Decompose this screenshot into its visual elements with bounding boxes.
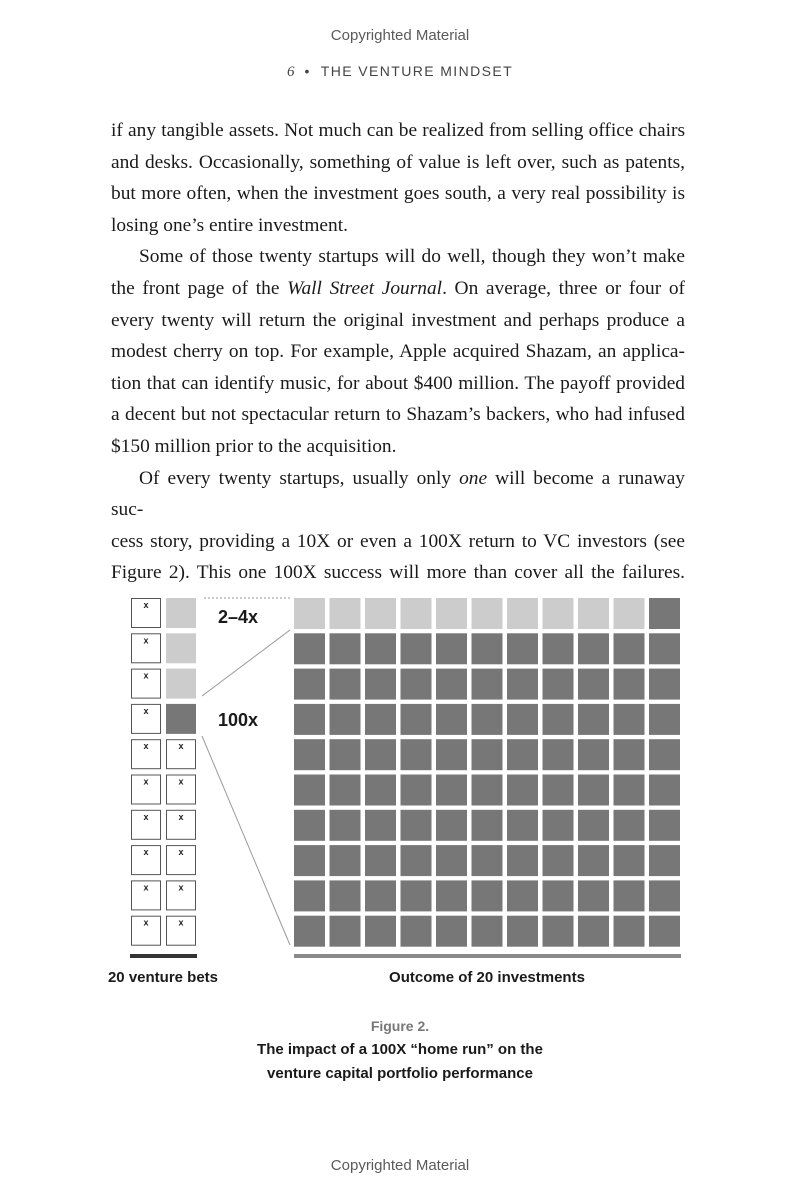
outcome-cell-dark (436, 669, 467, 700)
outcome-cell-dark (330, 845, 361, 876)
outcome-cell-light (365, 598, 396, 629)
paragraph-1-line: losing one’s entire investment. (111, 214, 348, 236)
outcome-cell-dark (578, 916, 609, 947)
outcome-cell-dark (543, 669, 574, 700)
paragraph-2-line: every twenty will return the original investment and perhaps produce a (111, 309, 685, 331)
outcome-cell-dark (330, 704, 361, 735)
emphasis: one (459, 467, 488, 489)
fail-mark: x (143, 670, 149, 681)
label-100x: 100x (218, 710, 259, 730)
outcome-baseline-bar (294, 954, 681, 958)
outcome-cell-dark (436, 775, 467, 806)
outcome-cell-dark (401, 704, 432, 735)
outcome-cell-dark (578, 633, 609, 664)
fail-mark: x (143, 882, 149, 893)
paragraph-1-line: but more often, when the investment goes south, a very real possibility is (111, 183, 685, 205)
outcome-cell-dark (507, 845, 538, 876)
paragraph-2-line: tion that can identify music, for about $400 million. The payoff provided (111, 372, 685, 394)
paragraph-3-line: Figure 2). This one 100X success will more than cover all the failures. (111, 562, 685, 584)
outcome-cell-dark (401, 916, 432, 947)
outcome-cell-dark (294, 633, 325, 664)
body-text (111, 115, 685, 589)
fail-mark: x (178, 811, 184, 822)
outcome-cell-dark (401, 633, 432, 664)
fail-mark: x (143, 811, 149, 822)
modest-return-bet-box (166, 598, 196, 628)
outcome-cell-light (436, 598, 467, 629)
paragraph-2-line: Some of those twenty startups will do well, though they won’t make (139, 246, 685, 268)
outcome-cell-dark (472, 810, 503, 841)
figure-caption-line: The impact of a 100X “home run” on the (257, 1041, 543, 1058)
text-run: Of every twenty startups, usually only (139, 467, 460, 489)
outcome-cell-dark (294, 916, 325, 947)
outcome-cell-dark (472, 704, 503, 735)
outcome-cell-dark (294, 739, 325, 770)
outcome-cell-dark (330, 810, 361, 841)
outcome-cell-light (578, 598, 609, 629)
outcome-cell-dark (436, 810, 467, 841)
outcome-grid (294, 598, 680, 947)
outcome-cell-dark (472, 775, 503, 806)
outcome-cell-dark (507, 916, 538, 947)
running-title: THE VENTURE MINDSET (320, 63, 514, 79)
outcome-cell-dark (614, 633, 645, 664)
outcome-cell-dark (365, 810, 396, 841)
label-outcome: Outcome of 20 investments (389, 969, 585, 986)
outcome-cell-dark (294, 704, 325, 735)
page-number: 6 (286, 64, 295, 80)
outcome-cell-light (543, 598, 574, 629)
outcome-cell-dark (578, 669, 609, 700)
outcome-cell-dark (365, 880, 396, 911)
outcome-cell-dark (543, 810, 574, 841)
outcome-cell-dark (472, 739, 503, 770)
outcome-cell-dark (649, 598, 680, 629)
outcome-cell-dark (543, 704, 574, 735)
outcome-cell-dark (436, 704, 467, 735)
outcome-cell-dark (578, 810, 609, 841)
outcome-cell-dark (436, 633, 467, 664)
fail-mark: x (143, 776, 149, 787)
outcome-cell-dark (649, 845, 680, 876)
outcome-cell-dark (649, 775, 680, 806)
outcome-cell-dark (578, 845, 609, 876)
fail-mark: x (143, 705, 149, 716)
fail-mark: x (178, 917, 184, 928)
outcome-cell-dark (649, 669, 680, 700)
outcome-cell-dark (649, 916, 680, 947)
outcome-cell-dark (614, 739, 645, 770)
outcome-cell-light (614, 598, 645, 629)
outcome-cell-dark (578, 739, 609, 770)
publication-title: Wall Street Journal (287, 277, 443, 299)
fail-mark: x (143, 917, 149, 928)
outcome-cell-dark (365, 739, 396, 770)
outcome-cell-dark (472, 845, 503, 876)
outcome-cell-dark (365, 775, 396, 806)
label-2-4x: 2–4x (218, 607, 259, 627)
outcome-cell-dark (436, 880, 467, 911)
outcome-cell-dark (649, 704, 680, 735)
paragraph-2-line: a decent but not spectacular return to Shazam’s backers, who had infused (111, 404, 685, 426)
outcome-cell-dark (614, 880, 645, 911)
outcome-cell-dark (472, 669, 503, 700)
home-run-bet-box (166, 704, 196, 734)
modest-return-bet-box (166, 669, 196, 699)
copyright-notice-bottom: Copyrighted Material (330, 1157, 470, 1174)
figure-diagram (100, 590, 700, 990)
outcome-cell-dark (507, 880, 538, 911)
outcome-cell-dark (578, 704, 609, 735)
outcome-cell-dark (330, 880, 361, 911)
outcome-cell-dark (401, 669, 432, 700)
fail-mark: x (143, 600, 149, 610)
outcome-cell-dark (614, 845, 645, 876)
outcome-cell-dark (507, 633, 538, 664)
outcome-cell-dark (401, 739, 432, 770)
connector-line-upper (202, 630, 290, 696)
copyright-notice-top: Copyrighted Material (330, 27, 470, 44)
fail-mark: x (178, 882, 184, 893)
outcome-cell-dark (543, 880, 574, 911)
label-venture-bets: 20 venture bets (107, 969, 219, 986)
outcome-cell-dark (330, 633, 361, 664)
outcome-cell-dark (365, 633, 396, 664)
figure-number: Figure 2. (370, 1018, 430, 1034)
outcome-cell-dark (507, 810, 538, 841)
outcome-cell-dark (436, 916, 467, 947)
fail-mark: x (143, 847, 149, 858)
fail-mark: x (178, 776, 184, 787)
text-run: the front page of the (111, 277, 288, 299)
outcome-cell-light (401, 598, 432, 629)
outcome-cell-dark (649, 633, 680, 664)
venture-bets-grid (132, 598, 197, 945)
paragraph-1-line: and desks. Occasionally, something of value is left over, such as patents, (111, 151, 685, 173)
outcome-cell-dark (365, 669, 396, 700)
outcome-cell-dark (330, 739, 361, 770)
outcome-cell-dark (543, 775, 574, 806)
bets-baseline-bar (130, 954, 197, 958)
outcome-cell-dark (330, 669, 361, 700)
separator-dot: • (304, 63, 311, 79)
modest-return-bet-box (166, 633, 196, 663)
outcome-cell-light (294, 598, 325, 629)
paragraph-2-line: modest cherry on top. For example, Apple acquired Shazam, an applica- (111, 341, 685, 363)
outcome-cell-dark (365, 845, 396, 876)
outcome-cell-dark (507, 669, 538, 700)
outcome-cell-dark (472, 916, 503, 947)
outcome-cell-dark (330, 775, 361, 806)
outcome-cell-light (472, 598, 503, 629)
outcome-cell-dark (614, 810, 645, 841)
text-run: . On average, three or four of (442, 277, 685, 299)
outcome-cell-light (330, 598, 361, 629)
outcome-cell-dark (401, 880, 432, 911)
outcome-cell-dark (507, 704, 538, 735)
outcome-cell-dark (294, 669, 325, 700)
outcome-cell-dark (294, 845, 325, 876)
outcome-cell-dark (578, 880, 609, 911)
outcome-cell-dark (401, 845, 432, 876)
outcome-cell-dark (649, 739, 680, 770)
outcome-cell-light (507, 598, 538, 629)
outcome-cell-dark (614, 775, 645, 806)
outcome-cell-dark (649, 880, 680, 911)
outcome-cell-dark (401, 810, 432, 841)
paragraph-3-line: cess story, providing a 10X or even a 100X return to VC investors (see (111, 530, 685, 552)
connector-line-lower (202, 736, 290, 945)
outcome-cell-dark (614, 704, 645, 735)
paragraph-1-line: if any tangible assets. Not much can be realized from selling office chairs (111, 120, 685, 141)
paragraph-2-line: $150 million prior to the acquisition. (111, 435, 397, 457)
fail-mark: x (143, 635, 149, 646)
fail-mark: x (178, 847, 184, 858)
outcome-cell-dark (330, 916, 361, 947)
outcome-cell-dark (543, 739, 574, 770)
connector-lines (202, 598, 290, 945)
figure-caption-line: venture capital portfolio performance (267, 1065, 533, 1082)
outcome-cell-dark (649, 810, 680, 841)
outcome-cell-dark (294, 810, 325, 841)
text-run: will become a runaway suc- (111, 467, 686, 521)
outcome-cell-dark (472, 880, 503, 911)
outcome-cell-dark (543, 916, 574, 947)
fail-mark: x (178, 741, 184, 752)
outcome-cell-dark (294, 880, 325, 911)
outcome-cell-dark (436, 739, 467, 770)
figure-venture-portfolio (100, 590, 700, 990)
outcome-cell-dark (401, 775, 432, 806)
outcome-cell-dark (436, 845, 467, 876)
paragraph-2-line (111, 273, 685, 305)
fail-mark: x (143, 741, 149, 752)
outcome-cell-dark (614, 916, 645, 947)
outcome-cell-dark (365, 704, 396, 735)
outcome-cell-dark (472, 633, 503, 664)
outcome-cell-dark (507, 775, 538, 806)
running-head (0, 63, 800, 81)
outcome-cell-dark (543, 633, 574, 664)
paragraph-3-line (111, 463, 685, 526)
outcome-cell-dark (543, 845, 574, 876)
outcome-cell-dark (578, 775, 609, 806)
outcome-cell-dark (614, 669, 645, 700)
outcome-cell-dark (294, 775, 325, 806)
outcome-cell-dark (365, 916, 396, 947)
outcome-cell-dark (507, 739, 538, 770)
